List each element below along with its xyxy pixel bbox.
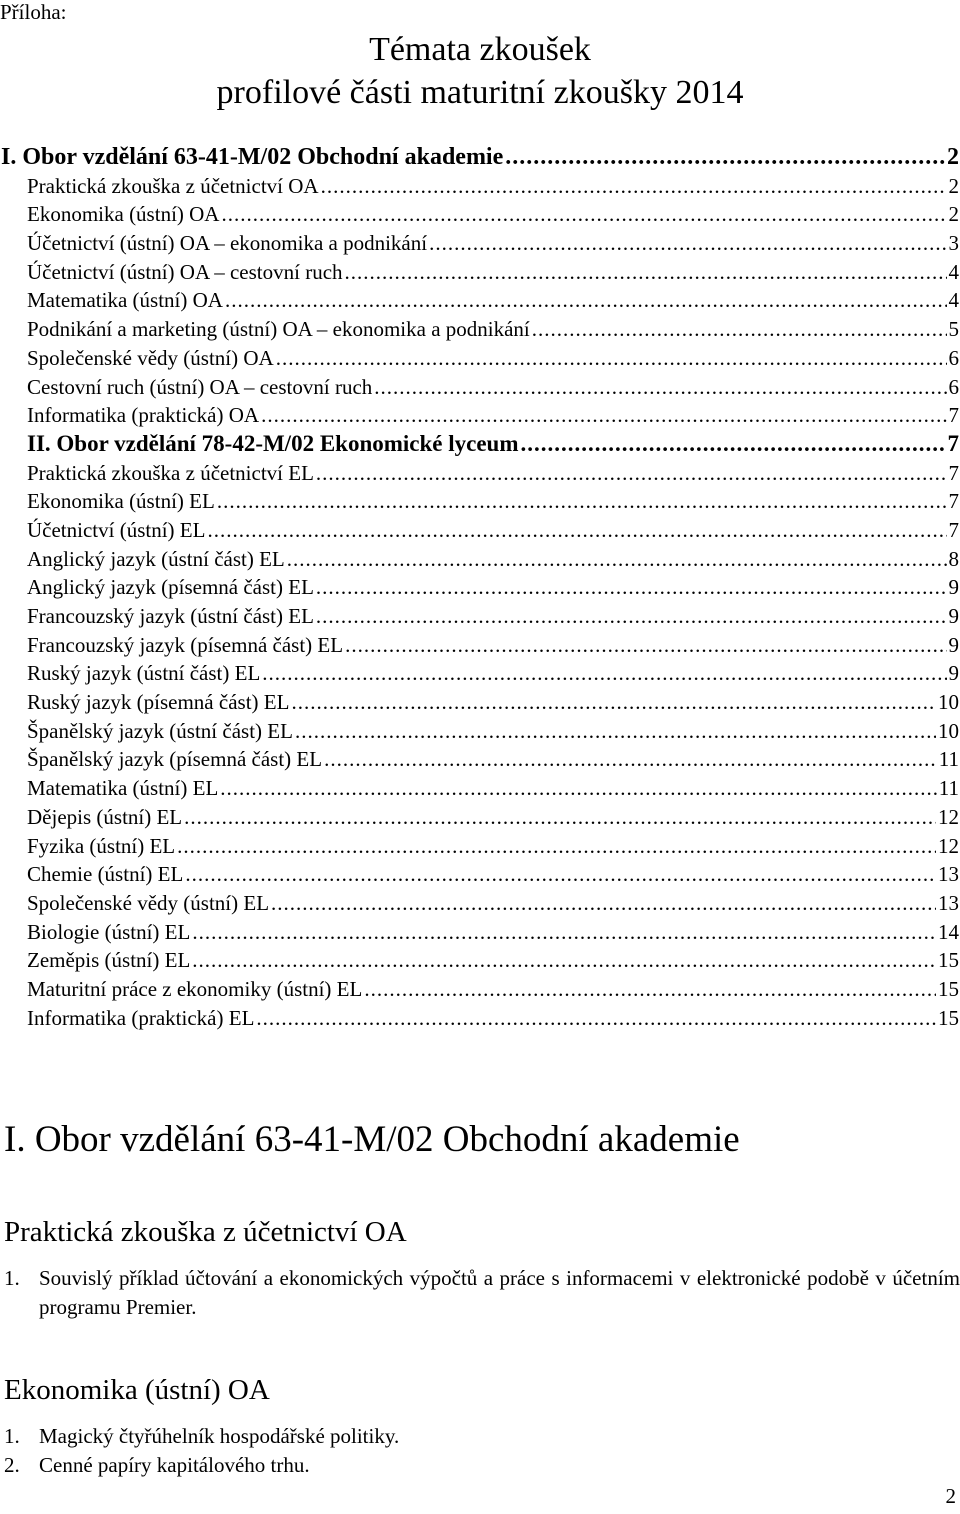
toc-leader-dots xyxy=(261,401,946,430)
page-number: 2 xyxy=(945,1484,956,1508)
toc-entry-page: 11 xyxy=(938,776,959,801)
topic-list-accounting xyxy=(4,1264,960,1322)
toc-leader-dots xyxy=(220,774,936,803)
toc-entry[interactable] xyxy=(27,459,959,488)
toc-leader-dots xyxy=(192,946,936,975)
toc-entry-label: I. Obor vzdělání 63-41-M/02 Obchodní akademie xyxy=(1,144,504,170)
toc-entry-label: Matematika (ústní) OA xyxy=(27,288,223,313)
toc-leader-dots xyxy=(207,516,946,545)
toc-entry-page: 15 xyxy=(938,1005,959,1030)
document-title: Témata zkoušek xyxy=(369,31,591,68)
table-of-contents xyxy=(1,143,959,1032)
toc-entry-page: 6 xyxy=(948,345,959,370)
attachment-label: Příloha: xyxy=(0,0,67,24)
toc-entry[interactable] xyxy=(27,516,959,545)
toc-entry-label: Španělský jazyk (písemná část) EL xyxy=(27,747,323,772)
toc-leader-dots xyxy=(287,545,947,574)
toc-leader-dots xyxy=(221,200,946,229)
toc-leader-dots xyxy=(217,487,947,516)
toc-leader-dots xyxy=(374,373,946,402)
toc-entry[interactable] xyxy=(27,573,959,602)
toc-entry-label: Informatika (praktická) OA xyxy=(27,403,260,428)
toc-entry[interactable] xyxy=(27,430,959,459)
toc-entry-page: 14 xyxy=(938,919,959,944)
toc-entry[interactable] xyxy=(27,889,959,918)
toc-entry[interactable] xyxy=(27,373,959,402)
toc-entry-label: Španělský jazyk (ústní část) EL xyxy=(27,718,293,743)
toc-entry-page: 9 xyxy=(948,632,959,657)
toc-entry-page: 5 xyxy=(948,317,959,342)
toc-entry-page: 4 xyxy=(948,288,959,313)
toc-leader-dots xyxy=(184,803,936,832)
toc-entry-label: Fyzika (ústní) EL xyxy=(27,833,176,858)
toc-entry[interactable] xyxy=(27,688,959,717)
toc-entry-label: Praktická zkouška z účetnictví OA xyxy=(27,173,319,198)
toc-entry-page: 4 xyxy=(948,259,959,284)
toc-entry[interactable] xyxy=(27,946,959,975)
toc-entry-page: 2 xyxy=(947,144,959,170)
toc-entry[interactable] xyxy=(27,631,959,660)
toc-entry-label: Podnikání a marketing (ústní) OA – ekonomika a podnikání xyxy=(27,317,530,342)
toc-entry-page: 7 xyxy=(948,403,959,428)
toc-entry-label: Anglický jazyk (ústní část) EL xyxy=(27,546,285,571)
toc-entry-label: Biologie (ústní) EL xyxy=(27,919,191,944)
toc-entry-label: Cestovní ruch (ústní) OA – cestovní ruch xyxy=(27,374,373,399)
toc-leader-dots xyxy=(505,143,945,172)
subsection-heading-economics: Ekonomika (ústní) OA xyxy=(4,1374,270,1406)
toc-leader-dots xyxy=(521,430,946,459)
item-text: Souvislý příklad účtování a ekonomických výpočtů a práce s informacemi v elektronické podobě v účetním programu Premier. xyxy=(39,1266,960,1319)
toc-leader-dots xyxy=(316,573,947,602)
toc-entry[interactable] xyxy=(27,545,959,574)
toc-entry-label: Ekonomika (ústní) EL xyxy=(27,489,215,514)
toc-leader-dots xyxy=(316,459,947,488)
toc-entry-page: 10 xyxy=(938,718,959,743)
item-text: Magický čtyřúhelník hospodářské politiky. xyxy=(39,1424,400,1448)
toc-leader-dots xyxy=(321,172,947,201)
toc-leader-dots xyxy=(192,918,936,947)
toc-entry-page: 15 xyxy=(938,948,959,973)
toc-entry-label: Účetnictví (ústní) OA – cestovní ruch xyxy=(27,259,343,284)
toc-entry-label: Praktická zkouška z účetnictví EL xyxy=(27,460,314,485)
toc-entry[interactable] xyxy=(27,229,959,258)
toc-entry[interactable] xyxy=(27,602,959,631)
toc-entry-page: 13 xyxy=(938,862,959,887)
toc-entry[interactable] xyxy=(27,832,959,861)
toc-entry-label: Ruský jazyk (písemná část) EL xyxy=(27,690,290,715)
toc-entry[interactable] xyxy=(27,717,959,746)
toc-leader-dots xyxy=(271,889,936,918)
toc-leader-dots xyxy=(276,344,947,373)
topic-list-economics xyxy=(4,1422,960,1480)
toc-entry[interactable] xyxy=(1,143,959,172)
toc-entry[interactable] xyxy=(27,774,959,803)
toc-entry-label: Dějepis (ústní) EL xyxy=(27,804,183,829)
toc-entry-page: 15 xyxy=(938,976,959,1001)
document-subtitle: profilové části maturitní zkoušky 2014 xyxy=(216,74,744,111)
subsection-heading-accounting: Praktická zkouška z účetnictví OA xyxy=(4,1216,407,1248)
toc-leader-dots xyxy=(532,315,947,344)
toc-entry[interactable] xyxy=(27,860,959,889)
toc-entry-label: Francouzský jazyk (ústní část) EL xyxy=(27,604,314,628)
toc-leader-dots xyxy=(295,717,936,746)
toc-entry-page: 6 xyxy=(948,374,959,399)
toc-entry[interactable] xyxy=(27,975,959,1004)
toc-entry[interactable] xyxy=(27,745,959,774)
toc-entry-label: Anglický jazyk (písemná část) EL xyxy=(27,575,314,600)
toc-entry-page: 7 xyxy=(948,489,959,514)
toc-leader-dots xyxy=(316,602,947,631)
toc-leader-dots xyxy=(225,286,947,315)
toc-entry-label: Informatika (praktická) EL xyxy=(27,1005,255,1030)
toc-entry-label: Ekonomika (ústní) OA xyxy=(27,202,220,227)
toc-entry[interactable] xyxy=(27,401,959,430)
toc-entry[interactable] xyxy=(27,315,959,344)
toc-entry[interactable] xyxy=(27,286,959,315)
list-item xyxy=(4,1264,960,1322)
toc-entry-page: 8 xyxy=(948,546,959,571)
toc-entry-page: 2 xyxy=(948,202,959,227)
toc-leader-dots xyxy=(364,975,936,1004)
toc-entry-label: Společenské vědy (ústní) OA xyxy=(27,345,274,370)
toc-leader-dots xyxy=(291,688,936,717)
item-number: 2. xyxy=(4,1453,20,1477)
toc-entry-page: 9 xyxy=(948,604,959,628)
toc-entry-label: Chemie (ústní) EL xyxy=(27,862,184,887)
toc-leader-dots xyxy=(324,745,937,774)
toc-entry-label: Zeměpis (ústní) EL xyxy=(27,948,191,973)
item-number: 1. xyxy=(4,1424,20,1448)
toc-entry-page: 3 xyxy=(948,231,959,256)
toc-entry-label: II. Obor vzdělání 78-42-M/02 Ekonomické lyceum xyxy=(27,430,519,456)
toc-entry-label: Společenské vědy (ústní) EL xyxy=(27,890,270,915)
toc-leader-dots xyxy=(345,631,946,660)
toc-entry[interactable] xyxy=(27,1004,959,1033)
toc-entry[interactable] xyxy=(27,172,959,201)
toc-entry[interactable] xyxy=(27,659,959,688)
toc-entry-label: Ruský jazyk (ústní část) EL xyxy=(27,661,261,686)
toc-entry-label: Maturitní práce z ekonomiky (ústní) EL xyxy=(27,976,363,1001)
toc-entry-label: Účetnictví (ústní) EL xyxy=(27,517,206,542)
toc-entry-page: 9 xyxy=(948,661,959,686)
toc-leader-dots xyxy=(185,860,936,889)
item-number: 1. xyxy=(4,1266,20,1290)
toc-entry[interactable] xyxy=(27,258,959,287)
toc-entry[interactable] xyxy=(27,344,959,373)
toc-leader-dots xyxy=(256,1004,936,1033)
toc-entry-label: Účetnictví (ústní) OA – ekonomika a podnikání xyxy=(27,231,428,256)
toc-entry-label: Matematika (ústní) EL xyxy=(27,776,219,801)
toc-entry-page: 11 xyxy=(938,747,959,772)
list-item xyxy=(4,1422,960,1451)
toc-entry-page: 7 xyxy=(948,460,959,485)
list-item xyxy=(4,1451,960,1480)
toc-entry-page: 2 xyxy=(948,173,959,198)
toc-leader-dots xyxy=(177,832,936,861)
toc-entry[interactable] xyxy=(27,803,959,832)
toc-entry[interactable] xyxy=(27,918,959,947)
toc-entry-page: 12 xyxy=(938,804,959,829)
toc-entry-label: Francouzský jazyk (písemná část) EL xyxy=(27,632,344,657)
toc-entry[interactable] xyxy=(27,200,959,229)
toc-entry-page: 13 xyxy=(938,890,959,915)
toc-entry-page: 7 xyxy=(947,430,959,456)
section-heading: I. Obor vzdělání 63-41-M/02 Obchodní akademie xyxy=(4,1119,740,1160)
toc-leader-dots xyxy=(345,258,947,287)
toc-entry[interactable] xyxy=(27,487,959,516)
toc-entry-page: 12 xyxy=(938,833,959,858)
toc-entry-page: 10 xyxy=(938,690,959,715)
toc-leader-dots xyxy=(262,659,946,688)
toc-entry-page: 7 xyxy=(948,517,959,542)
toc-entry-page: 9 xyxy=(948,575,959,600)
toc-leader-dots xyxy=(429,229,946,258)
item-text: Cenné papíry kapitálového trhu. xyxy=(39,1453,310,1477)
